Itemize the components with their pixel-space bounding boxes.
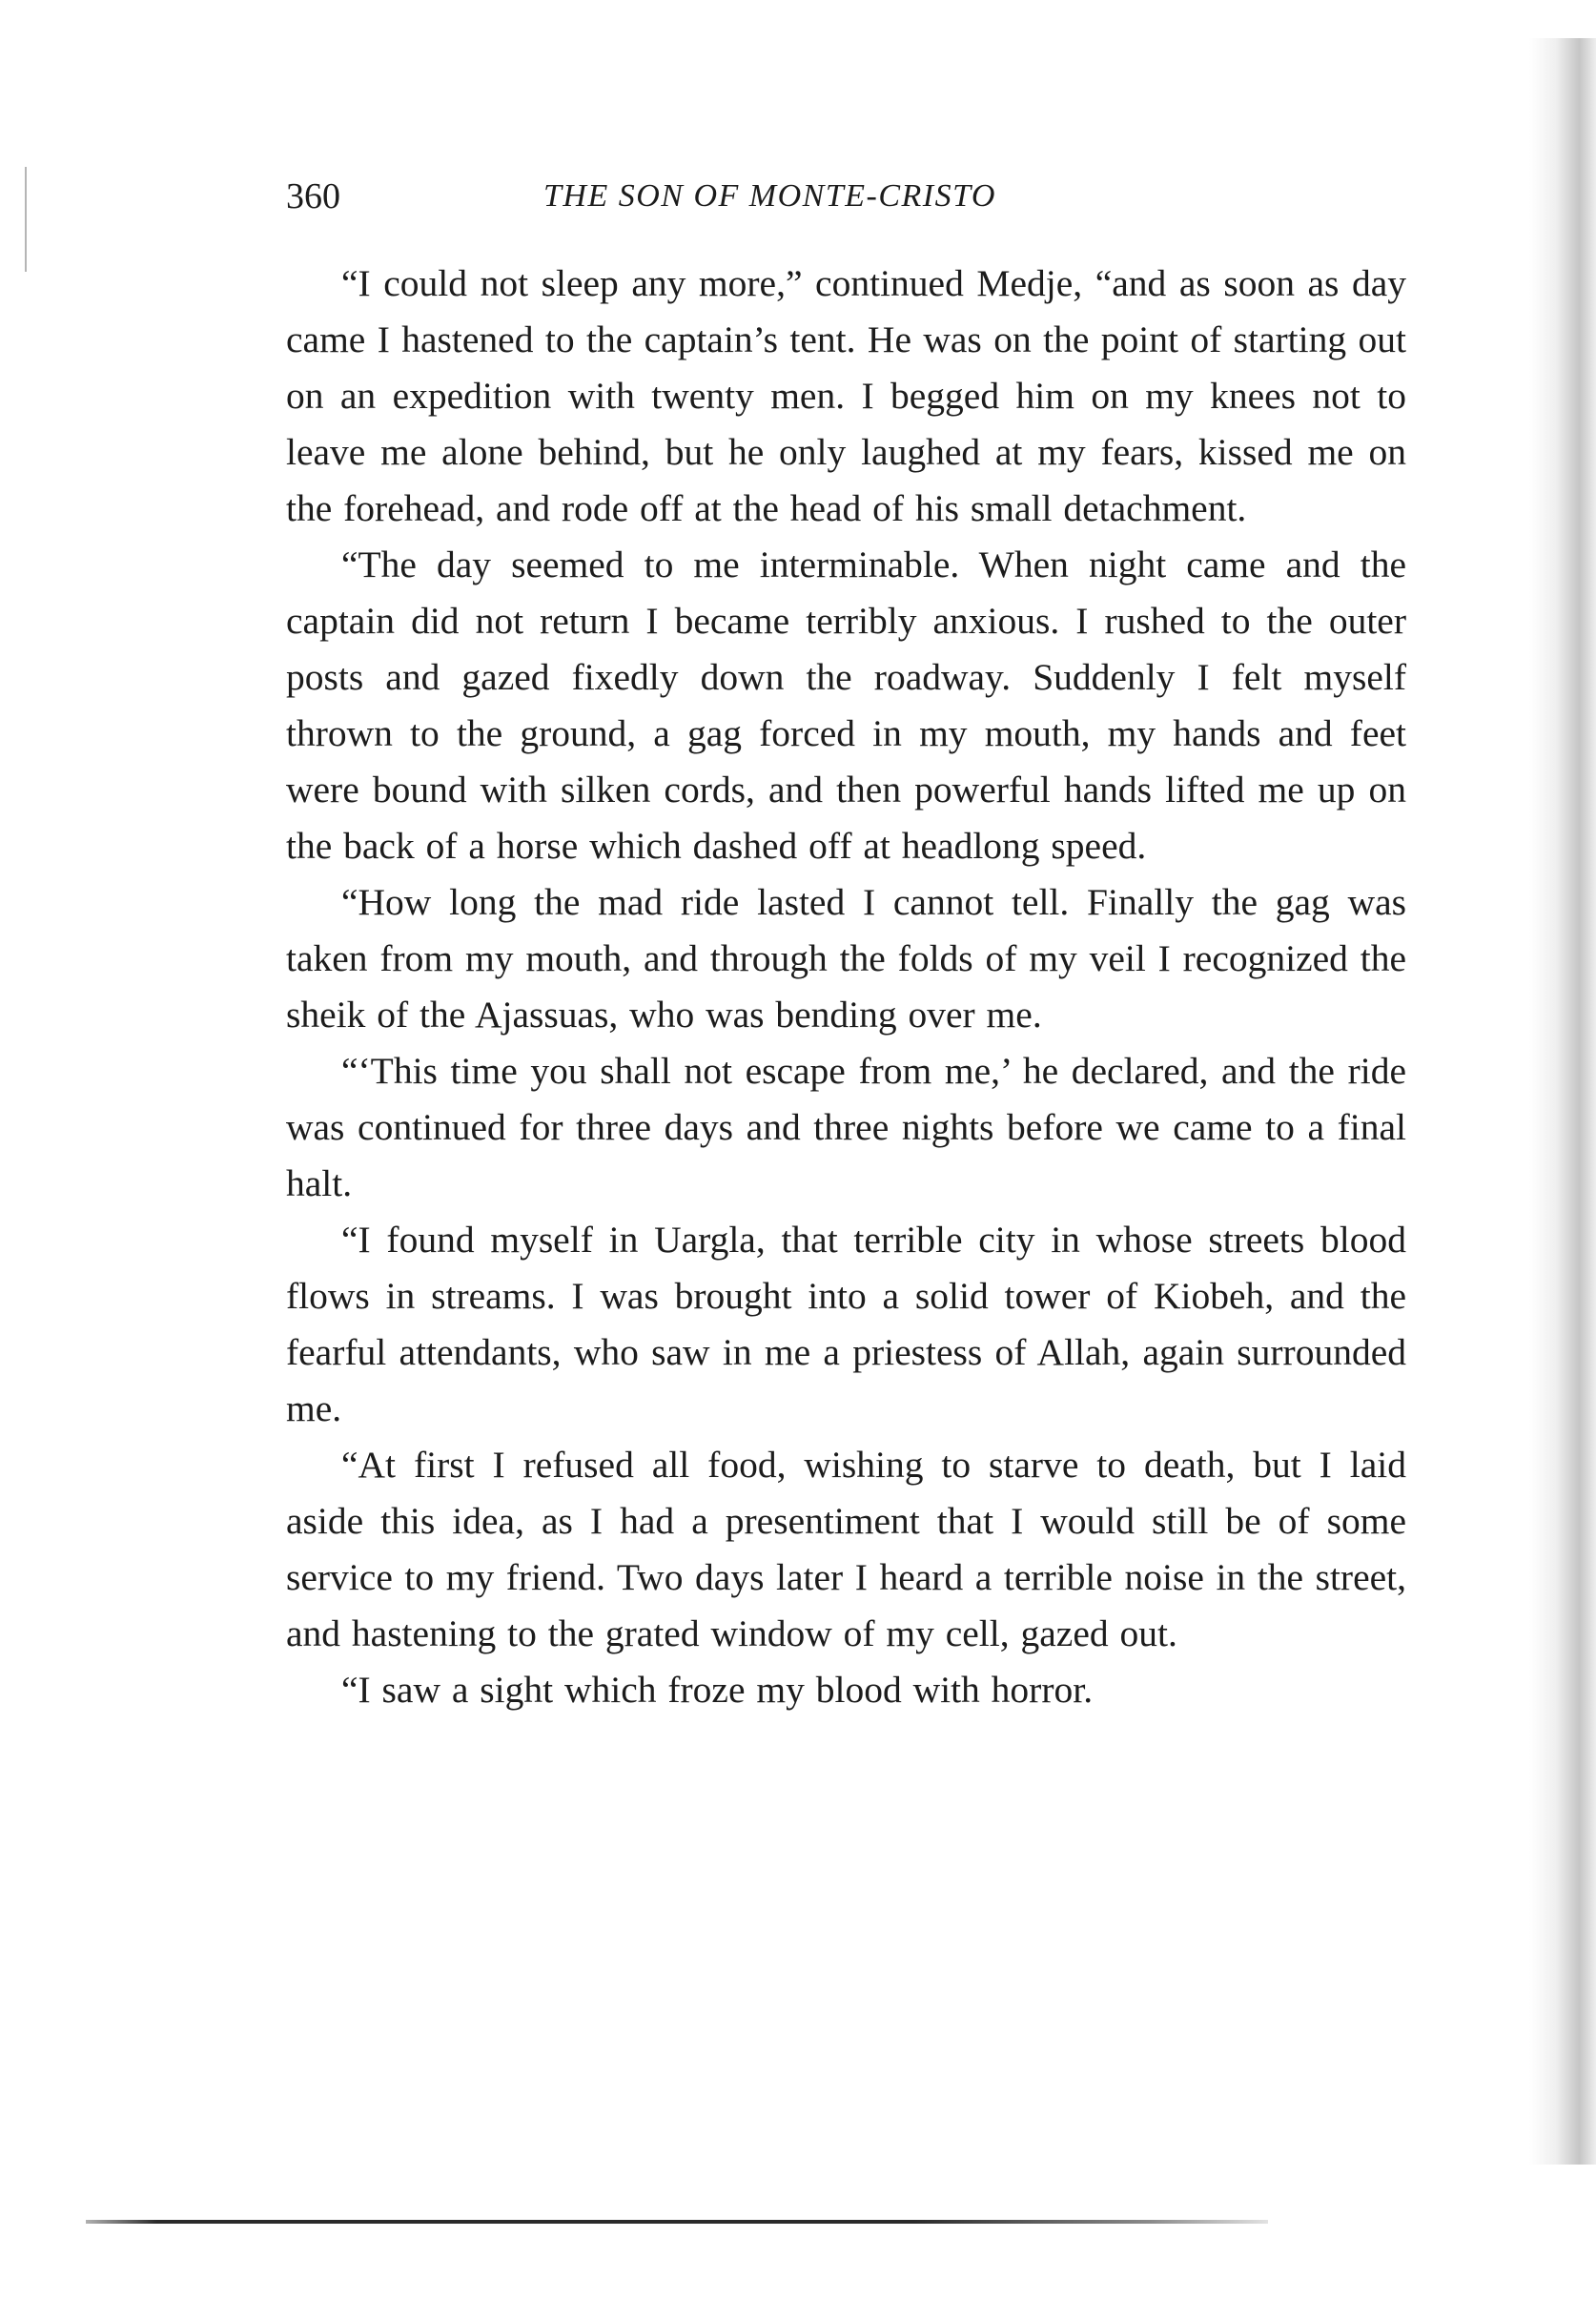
body-text xyxy=(286,256,1406,1718)
margin-mark xyxy=(25,167,32,272)
paragraph: “I found myself in Uargla, that terrible city in whose streets blood flows in streams. I was brought into a solid tower of Kiobeh, and the fearful attendants, who saw in me a priestess of Allah, again surrounded me. xyxy=(286,1219,1406,1429)
binding-shadow xyxy=(1529,38,1596,2165)
bottom-rule xyxy=(86,2220,1268,2224)
paragraph: “I could not sleep any more,” continued Medje, “and as soon as day came I hastened to the captain’s tent. He was on the point of starting out on an expedition with twenty men. I begged him on my knees not to leave me alone behind, but he only laughed at my fears, kissed me on the forehead, and rode off at the head of his small detachment. xyxy=(286,262,1406,529)
paragraph: “The day seemed to me interminable. When night came and the captain did not return I became terribly anxious. I rushed to the outer posts and gazed fixedly down the roadway. Suddenly I felt myself thrown to the ground, a gag forced in my mouth, my hands and feet were bound with silken cords, and then powerful hands lifted me up on the back of a horse which dashed off at headlong speed. xyxy=(286,544,1406,867)
running-head: THE SON OF MONTE-CRISTO xyxy=(543,178,996,214)
paragraph: “‘This time you shall not escape from me,’ he declared, and the ride was continued for three days and three nights before we came to a final halt. xyxy=(286,1050,1406,1204)
page-number: 360 xyxy=(286,176,340,216)
paragraph: “I saw a sight which froze my blood with horror. xyxy=(341,1669,1094,1711)
paragraph: “How long the mad ride lasted I cannot tell. Finally the gag was taken from my mouth, and through the folds of my veil I recognized the sheik of the Ajassuas, who was bending over me. xyxy=(286,881,1406,1036)
page-header xyxy=(286,168,1406,225)
paragraph: “At first I refused all food, wishing to starve to death, but I laid aside this idea, as I had a presentiment that I would still be of some service to my friend. Two days later I heard a terrible noise in the street, and hastening to the grated window of my cell, gazed out. xyxy=(286,1444,1406,1654)
